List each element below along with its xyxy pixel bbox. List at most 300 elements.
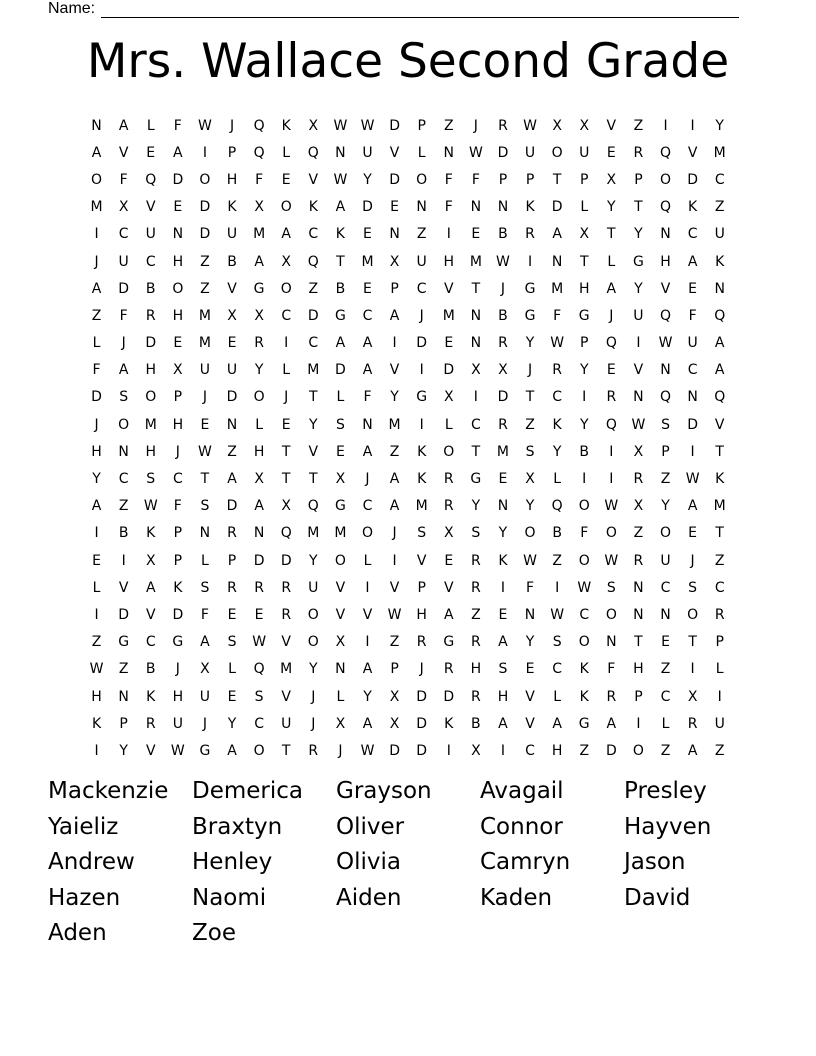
grid-letter: I (609, 471, 614, 488)
word-list (48, 778, 768, 956)
grid-letter: E (200, 416, 210, 433)
grid-letter: C (687, 362, 698, 379)
grid-letter: Y (471, 498, 481, 515)
grid-letter: L (336, 688, 345, 705)
grid-letter: Q (253, 661, 265, 678)
grid-letter: K (146, 525, 156, 542)
grid-letter: N (606, 634, 617, 651)
grid-letter: N (172, 226, 184, 243)
grid-letter: K (525, 199, 535, 216)
grid-letter: Z (660, 661, 671, 678)
grid-letter: F (580, 525, 589, 542)
grid-letter: T (471, 443, 481, 460)
grid-letter: D (118, 606, 130, 623)
grid-letter: G (334, 498, 346, 515)
grid-letter: J (202, 715, 207, 732)
grid-letter: A (145, 579, 156, 596)
grid-letter: J (419, 661, 424, 678)
word-list-item: Kaden (480, 884, 553, 911)
grid-letter: X (389, 715, 400, 732)
grid-letter: L (146, 117, 155, 134)
grid-letter: Q (605, 335, 617, 352)
grid-letter: Y (579, 362, 589, 379)
grid-letter: X (335, 715, 346, 732)
grid-letter: Y (309, 661, 318, 678)
word-list-item: David (624, 884, 691, 911)
grid-letter: J (229, 117, 235, 134)
grid-letter: E (661, 634, 670, 651)
grid-letter: A (227, 471, 237, 488)
grid-letter: Y (119, 742, 128, 759)
grid-letter: Y (607, 199, 616, 216)
word-list-item: Demerica (192, 778, 304, 804)
grid-letter: H (660, 253, 671, 270)
grid-letter: N (633, 579, 644, 596)
grid-letter: A (362, 335, 373, 352)
name-label: Name: (48, 0, 96, 17)
grid-letter: E (227, 335, 237, 352)
grid-letter: X (227, 307, 237, 324)
grid-letter: D (199, 226, 211, 243)
grid-letter: U (308, 579, 319, 596)
grid-letter: Z (416, 226, 427, 243)
word-list-item: Henley (192, 849, 273, 875)
grid-letter: X (254, 199, 264, 216)
grid-letter: F (688, 307, 697, 324)
grid-letter: A (389, 307, 400, 324)
grid-letter: T (634, 634, 643, 651)
grid-letter: H (145, 362, 156, 379)
grid-letter: N (226, 416, 238, 433)
grid-letter: B (145, 661, 156, 678)
grid-letter: R (416, 634, 427, 651)
grid-letter: G (334, 307, 346, 324)
grid-letter: P (390, 280, 399, 297)
grid-letter: R (254, 579, 264, 596)
grid-letter: K (715, 253, 725, 270)
grid-letter: R (633, 144, 644, 161)
grid-letter: P (580, 335, 589, 352)
grid-letter: W (658, 335, 673, 352)
grid-letter: T (336, 253, 345, 270)
grid-letter: F (173, 117, 182, 134)
grid-letter: V (525, 715, 535, 732)
grid-letter: O (253, 389, 265, 406)
grid-letter: U (633, 307, 644, 324)
grid-letter: W (604, 498, 619, 515)
grid-letter: L (201, 552, 209, 569)
grid-letter: O (307, 606, 319, 623)
grid-letter: I (527, 253, 533, 270)
grid-letter: C (145, 253, 156, 270)
grid-letter: W (523, 552, 537, 569)
grid-letter: L (661, 715, 670, 732)
grid-letter: L (363, 552, 372, 569)
grid-letter: X (389, 253, 400, 270)
grid-letter: O (145, 389, 157, 406)
grid-letter: Z (579, 742, 590, 759)
grid-letter: C (470, 416, 481, 433)
grid-letter: D (280, 552, 292, 569)
grid-letter: X (335, 471, 346, 488)
grid-letter: T (309, 389, 318, 406)
grid-letter: A (498, 715, 508, 732)
grid-letter: W (198, 117, 212, 134)
grid-letter: V (118, 579, 129, 596)
grid-letter: Z (389, 634, 400, 651)
grid-letter: A (714, 362, 725, 379)
name-field[interactable] (48, 0, 739, 18)
grid-letter: Z (200, 253, 210, 270)
grid-letter: D (362, 199, 373, 216)
grid-letter: Q (660, 199, 672, 216)
page-title: Mrs. Wallace Second Grade (86, 34, 730, 89)
grid-letter: F (363, 389, 372, 406)
grid-letter: G (632, 253, 644, 270)
grid-letter: Q (145, 171, 157, 188)
grid-letter: J (690, 552, 695, 569)
grid-letter: P (498, 171, 508, 188)
grid-letter: R (714, 606, 725, 623)
grid-letter: Z (633, 525, 644, 542)
grid-letter: M (198, 335, 211, 352)
grid-letter: C (281, 307, 292, 324)
grid-letter: S (227, 634, 237, 651)
grid-letter: V (660, 280, 671, 297)
word-list-item: Camryn (480, 849, 571, 875)
grid-letter: V (633, 362, 644, 379)
grid-letter: K (308, 199, 318, 216)
grid-letter: E (498, 471, 508, 488)
word-list-item: Connor (480, 813, 563, 840)
grid-letter: C (362, 498, 373, 515)
grid-letter: B (118, 525, 129, 542)
grid-letter: W (387, 606, 402, 623)
grid-letter: N (416, 199, 427, 216)
grid-letter: F (526, 579, 535, 596)
grid-letter: I (717, 688, 722, 705)
grid-letter: W (550, 606, 565, 623)
grid-letter: J (94, 253, 99, 270)
word-list-item: Presley (624, 778, 707, 804)
grid-letter: D (687, 416, 698, 433)
grid-letter: G (416, 389, 428, 406)
grid-letter: J (311, 688, 316, 705)
name-underline[interactable] (101, 3, 739, 18)
grid-letter: F (444, 199, 453, 216)
grid-letter: X (389, 688, 400, 705)
grid-letter: F (173, 498, 182, 515)
word-list-item: Zoe (192, 920, 236, 946)
grid-letter: D (253, 552, 265, 569)
grid-letter: O (280, 199, 292, 216)
grid-letter: R (633, 552, 644, 569)
grid-letter: X (254, 307, 264, 324)
grid-letter: P (173, 552, 183, 569)
grid-letter: G (199, 742, 211, 759)
grid-letter: T (281, 471, 291, 488)
grid-letter: H (470, 661, 482, 678)
grid-letter: I (392, 552, 397, 569)
grid-letter: K (281, 117, 291, 134)
grid-letter: V (714, 416, 725, 433)
grid-letter: W (333, 171, 348, 188)
grid-letter: U (226, 226, 238, 243)
grid-letter: N (335, 144, 346, 161)
grid-letter: J (392, 525, 397, 542)
grid-letter: E (390, 199, 399, 216)
grid-letter: Z (389, 443, 400, 460)
grid-letter: W (143, 498, 158, 515)
grid-letter: I (365, 634, 370, 651)
grid-letter: N (199, 525, 211, 542)
grid-letter: V (362, 606, 373, 623)
grid-letter: Q (253, 144, 265, 161)
grid-letter: N (335, 661, 346, 678)
grid-letter: N (633, 389, 644, 406)
grid-letter: W (577, 579, 592, 596)
word-list-item: Avagail (480, 778, 564, 804)
grid-letter: S (417, 525, 427, 542)
grid-letter: M (388, 416, 401, 433)
grid-letter: G (470, 471, 482, 488)
grid-letter: N (253, 525, 265, 542)
grid-letter: N (660, 362, 671, 379)
grid-letter: Z (118, 661, 129, 678)
grid-letter: Z (227, 443, 237, 460)
grid-letter: N (714, 280, 725, 297)
grid-letter: K (417, 443, 427, 460)
word-list-item: Hayven (624, 813, 712, 840)
grid-letter: V (145, 742, 156, 759)
grid-letter: H (551, 742, 563, 759)
grid-letter: E (227, 688, 237, 705)
grid-letter: Z (200, 280, 210, 297)
grid-letter: C (172, 471, 183, 488)
grid-letter: P (227, 552, 237, 569)
grid-letter: R (498, 335, 508, 352)
grid-letter: Q (280, 525, 292, 542)
grid-letter: R (525, 226, 535, 243)
grid-letter: E (606, 144, 616, 161)
grid-letter: I (582, 389, 587, 406)
grid-letter: V (308, 443, 319, 460)
grid-letter: E (688, 525, 698, 542)
grid-letter: O (687, 606, 699, 623)
grid-letter: Z (660, 471, 671, 488)
grid-letter: K (173, 579, 183, 596)
grid-letter: E (281, 171, 291, 188)
grid-letter: X (335, 634, 346, 651)
grid-letter: P (173, 525, 183, 542)
grid-letter: A (389, 498, 400, 515)
grid-letter: C (254, 715, 264, 732)
grid-letter: I (419, 416, 424, 433)
grid-letter: E (444, 335, 454, 352)
grid-letter: D (605, 742, 617, 759)
grid-letter: J (121, 335, 126, 352)
grid-letter: L (336, 389, 345, 406)
grid-letter: E (173, 199, 183, 216)
grid-letter: I (419, 362, 424, 379)
grid-letter: H (91, 443, 102, 460)
grid-letter: V (416, 552, 427, 569)
grid-letter: I (94, 606, 99, 623)
grid-letter: E (254, 606, 264, 623)
grid-letter: L (282, 144, 291, 161)
grid-letter: N (118, 688, 129, 705)
grid-letter: G (118, 634, 130, 651)
grid-letter: H (497, 688, 509, 705)
grid-letter: R (470, 552, 481, 569)
grid-letter: L (580, 199, 589, 216)
grid-letter: B (471, 715, 481, 732)
grid-letter: N (497, 498, 509, 515)
grid-letter: O (660, 171, 672, 188)
grid-letter: O (578, 634, 590, 651)
grid-letter: V (118, 144, 129, 161)
grid-letter: F (607, 661, 616, 678)
grid-letter: E (525, 661, 535, 678)
grid-letter: O (605, 606, 617, 623)
grid-letter: P (634, 688, 643, 705)
grid-letter: R (227, 579, 237, 596)
grid-letter: L (228, 661, 236, 678)
grid-letter: L (607, 253, 616, 270)
grid-letter: P (715, 634, 724, 651)
grid-letter: N (91, 117, 102, 134)
word-list-item: Oliver (336, 813, 405, 840)
grid-letter: Q (605, 416, 617, 433)
grid-letter: V (145, 606, 156, 623)
grid-letter: R (470, 634, 481, 651)
grid-letter: R (443, 498, 454, 515)
grid-letter: V (525, 688, 535, 705)
grid-letter: R (308, 742, 319, 759)
grid-letter: X (633, 498, 644, 515)
grid-letter: A (362, 443, 373, 460)
grid-letter: E (363, 226, 372, 243)
grid-letter: R (145, 307, 156, 324)
grid-letter: U (226, 362, 238, 379)
grid-letter: E (92, 552, 101, 569)
grid-letter: N (470, 307, 482, 324)
grid-letter: X (498, 362, 508, 379)
grid-letter: S (146, 471, 156, 488)
grid-letter: X (471, 362, 481, 379)
grid-letter: O (334, 552, 346, 569)
grid-letter: B (579, 443, 590, 460)
grid-letter: I (392, 335, 397, 352)
grid-letter: Z (443, 117, 454, 134)
grid-letter: X (633, 443, 644, 460)
grid-letter: R (443, 471, 454, 488)
grid-letter: R (470, 688, 481, 705)
grid-letter: O (632, 742, 644, 759)
grid-letter: A (714, 335, 725, 352)
grid-letter: U (199, 688, 211, 705)
grid-letter: R (633, 471, 644, 488)
grid-letter: I (690, 443, 695, 460)
grid-letter: X (606, 171, 617, 188)
grid-letter: P (119, 715, 128, 732)
grid-letter: A (389, 471, 400, 488)
grid-letter: I (94, 525, 99, 542)
grid-letter: C (525, 742, 535, 759)
grid-letter: X (173, 362, 183, 379)
grid-letter: W (360, 117, 375, 134)
grid-letter: Q (307, 253, 319, 270)
grid-letter: E (498, 606, 508, 623)
grid-letter: K (552, 416, 562, 433)
grid-letter: K (688, 199, 698, 216)
grid-letter: C (714, 171, 725, 188)
grid-letter: C (714, 579, 725, 596)
grid-letter: N (389, 226, 400, 243)
grid-letter: U (416, 253, 427, 270)
grid-letter: T (607, 226, 616, 243)
grid-letter: E (606, 362, 616, 379)
grid-letter: K (444, 715, 454, 732)
grid-letter: K (417, 471, 427, 488)
grid-letter: D (416, 688, 428, 705)
grid-letter: I (284, 335, 289, 352)
grid-letter: R (281, 579, 292, 596)
grid-letter: L (282, 362, 291, 379)
grid-letter: M (334, 525, 347, 542)
grid-letter: P (417, 579, 426, 596)
grid-letter: V (281, 634, 291, 651)
grid-letter: C (660, 688, 671, 705)
grid-letter: B (227, 253, 237, 270)
grid-letter: Z (714, 742, 725, 759)
grid-letter: O (416, 171, 428, 188)
grid-letter: D (416, 715, 428, 732)
grid-letter: H (145, 443, 156, 460)
grid-letter: G (578, 715, 590, 732)
grid-letter: A (118, 117, 129, 134)
grid-letter: Q (307, 144, 319, 161)
word-list-item: Andrew (48, 849, 135, 875)
grid-letter: S (471, 525, 481, 542)
word-list-item: Aiden (336, 884, 402, 911)
grid-letter: N (470, 199, 482, 216)
grid-letter: Y (309, 416, 318, 433)
grid-letter: N (443, 144, 454, 161)
grid-letter: A (362, 362, 373, 379)
grid-letter: T (309, 471, 318, 488)
grid-letter: R (470, 579, 481, 596)
grid-letter: Y (390, 389, 399, 406)
grid-letter: D (443, 688, 455, 705)
grid-letter: P (580, 171, 589, 188)
grid-letter: C (145, 634, 156, 651)
grid-letter: K (579, 688, 589, 705)
grid-letter: S (661, 416, 670, 433)
grid-letter: Y (715, 117, 724, 134)
grid-letter: H (172, 688, 184, 705)
grid-letter: R (498, 416, 508, 433)
grid-letter: Z (471, 606, 481, 623)
grid-letter: J (202, 389, 207, 406)
grid-letter: X (281, 253, 291, 270)
grid-letter: J (473, 117, 478, 134)
grid-letter: G (443, 634, 455, 651)
grid-letter: U (714, 226, 725, 243)
grid-letter: A (281, 226, 291, 243)
grid-letter: J (609, 307, 614, 324)
grid-letter: I (690, 661, 695, 678)
